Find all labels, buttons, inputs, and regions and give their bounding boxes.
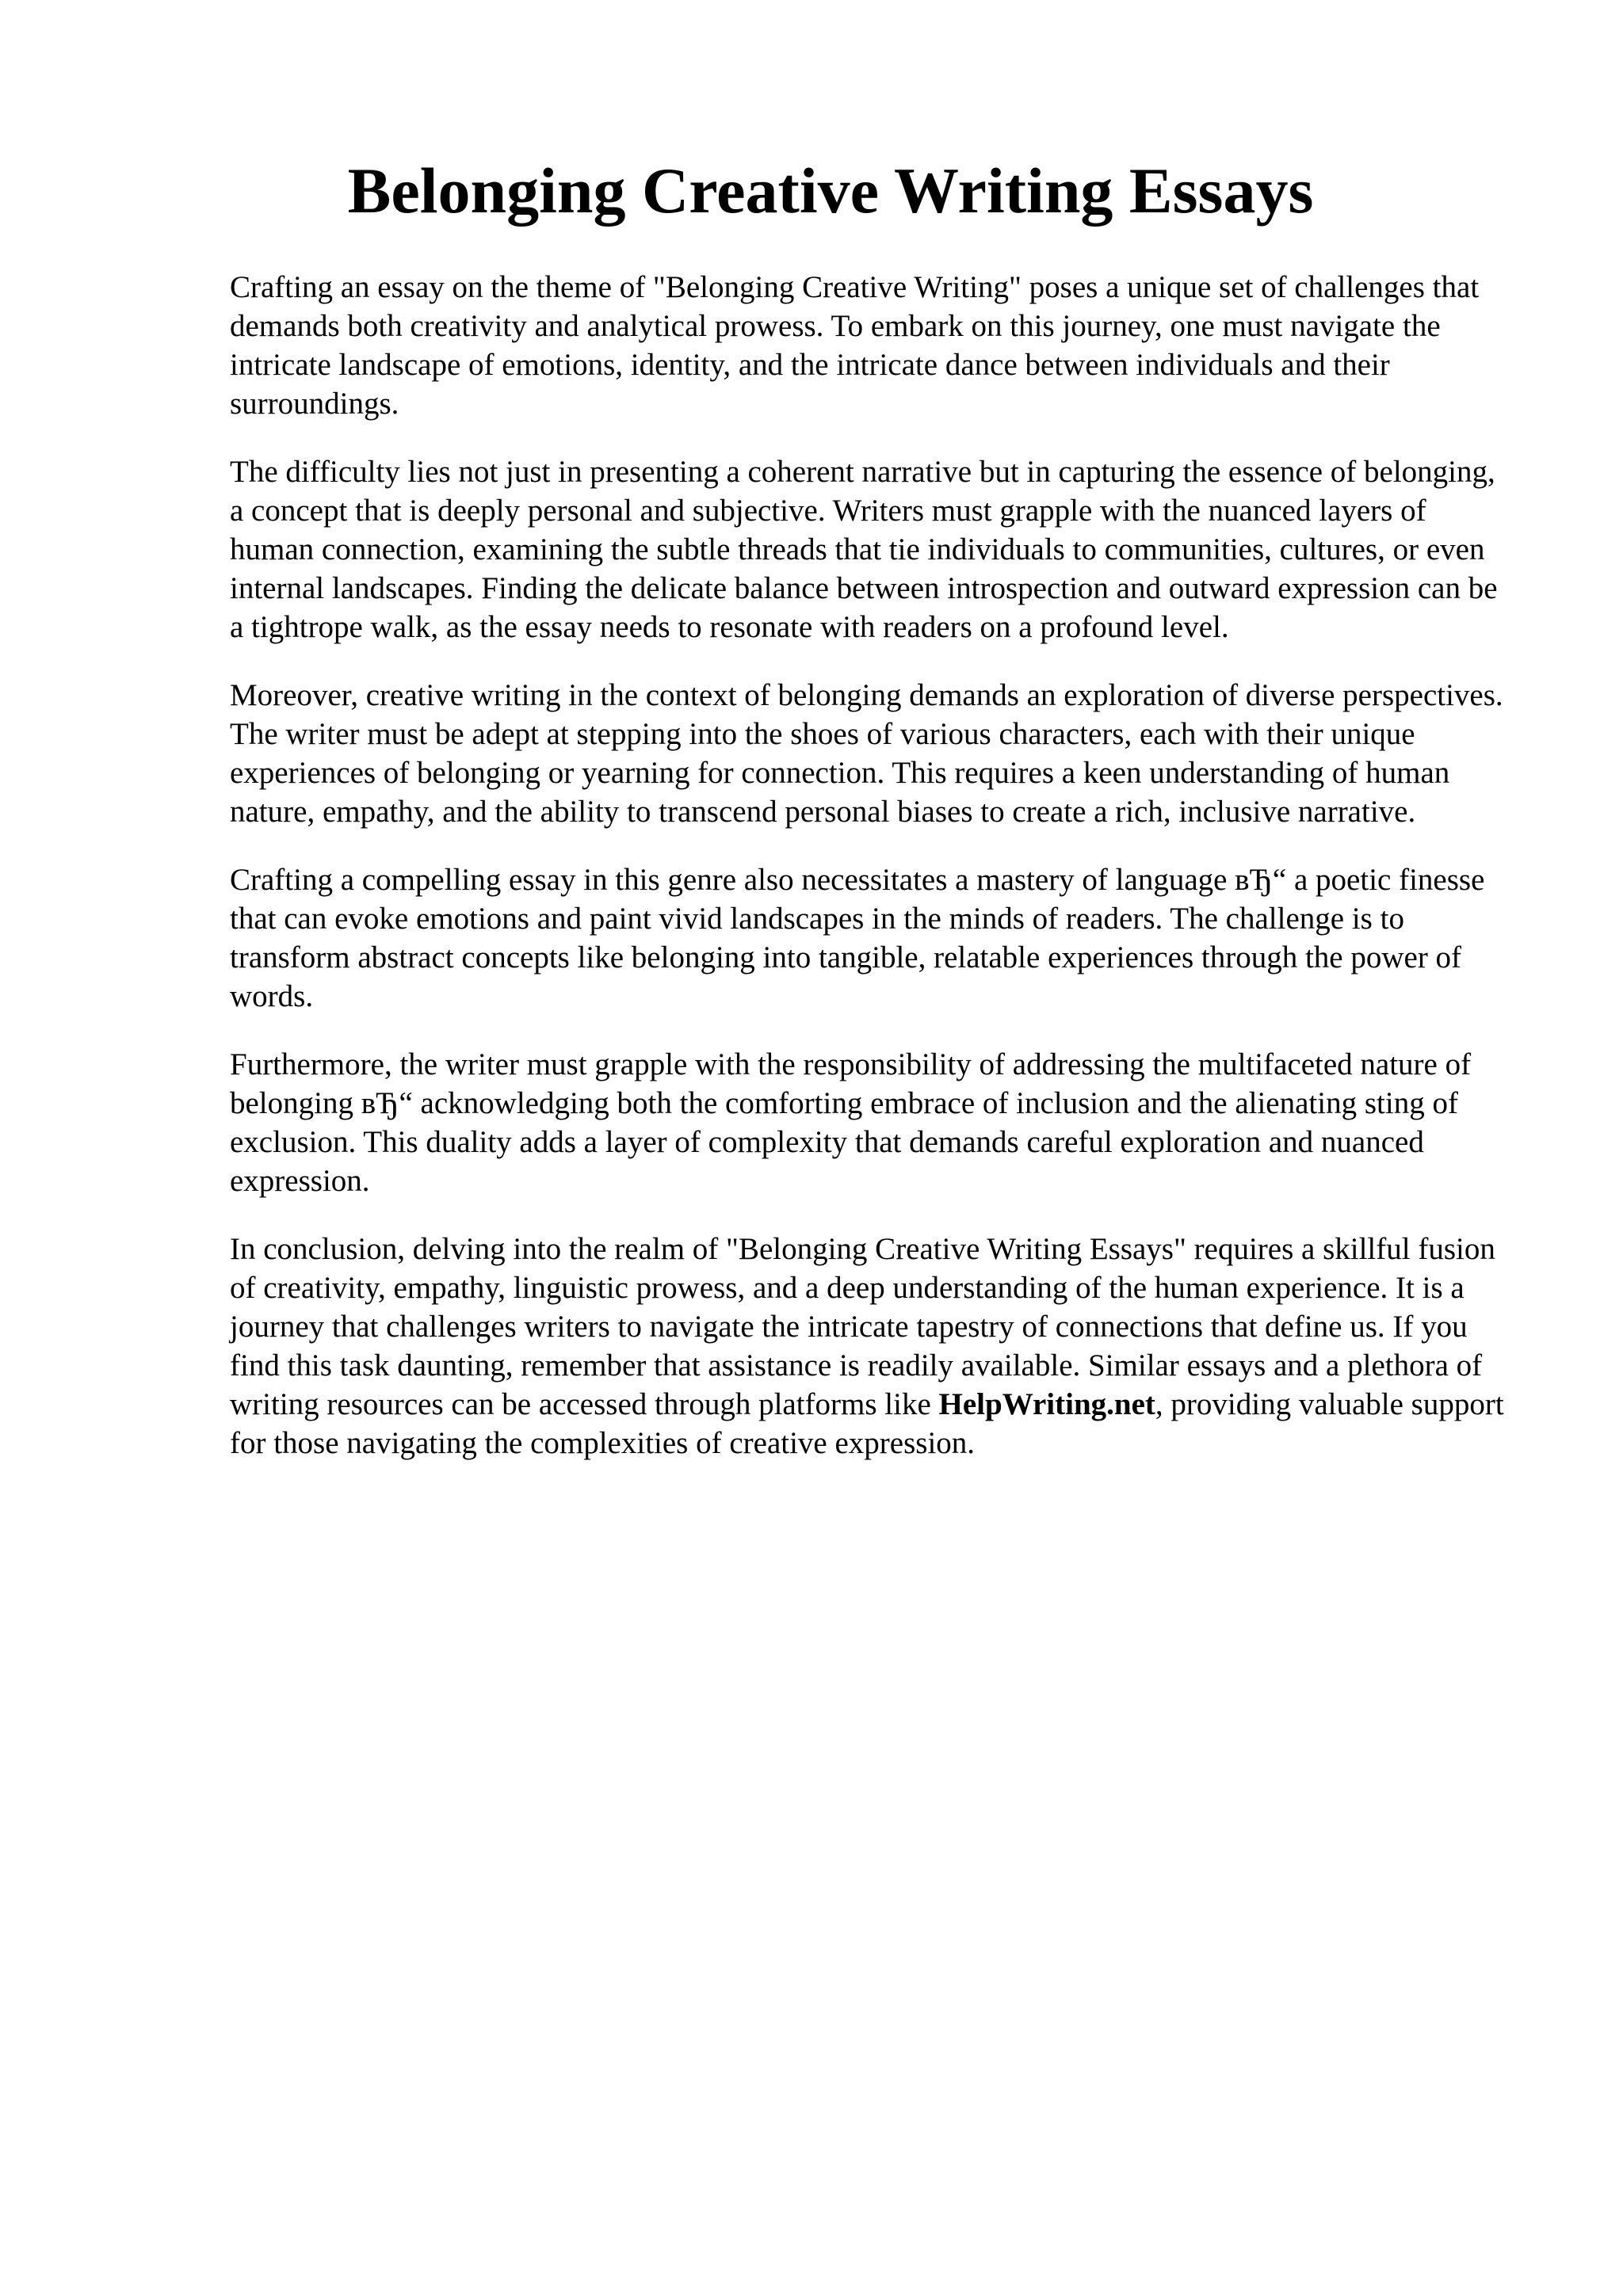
page-title: Belonging Creative Writing Essays xyxy=(347,154,1314,227)
paragraph-3: Moreover, creative writing in the context of belonging demands an exploration of diverse perspectives. The writer must be adept at stepping into the shoes of various characters, each with their unique experiences of belonging or yearning for connection. This requires a keen understanding of human nature, empathy, and the ability to transcend personal biases to create a rich, inclusive narrative. xyxy=(230,678,1503,829)
essay-body xyxy=(230,268,1514,1492)
conclusion-text-before-link: In conclusion, delving into the realm of "Belonging Creative Writing Essays" requires a skillful fusion of creativity, empathy, linguistic prowess, and a deep understanding of the human experience. It is a journey that challenges writers to navigate the intricate tapestry of connections that define us. If you find this task daunting, remember that assistance is readily available. Similar essays and a plethora of writing resources can be accessed through platforms like xyxy=(230,1232,1495,1421)
helpwriting-link[interactable]: HelpWriting.net xyxy=(938,1387,1155,1421)
paragraph-1: Crafting an essay on the theme of "Belonging Creative Writing" poses a unique set of challenges that demands both creativity and analytical prowess. To embark on this journey, one must navigate the intricate landscape of emotions, identity, and the intricate dance between individuals and their surroundings. xyxy=(230,270,1480,421)
paragraph-conclusion xyxy=(230,1230,1514,1463)
paragraph-4: Crafting a compelling essay in this genre also necessitates a mastery of language вЂ“ a poetic finesse that can evoke emotions and paint vivid landscapes in the minds of readers. The challenge is to transform abstract concepts like belonging into tangible, relatable experiences through the power of words. xyxy=(230,863,1485,1013)
paragraph-2: The difficulty lies not just in presenting a coherent narrative but in capturing the essence of belonging, a concept that is deeply personal and subjective. Writers must grapple with the nuanced layers of human connection, examining the subtle threads that tie individuals to communities, cultures, or even internal landscapes. Finding the delicate balance between introspection and outward expression can be a tightrope walk, as the essay needs to resonate with readers on a profound level. xyxy=(230,455,1498,644)
conclusion-text-after-link: , providing valuable support for those navigating the complexities of creative expression. xyxy=(230,1387,1504,1460)
paragraph-5: Furthermore, the writer must grapple with the responsibility of addressing the multifaceted nature of belonging вЂ“ acknowledging both the comforting embrace of inclusion and the alienating sting of exclusion. This duality adds a layer of complexity that demands careful exploration and nuanced expression. xyxy=(230,1047,1472,1198)
